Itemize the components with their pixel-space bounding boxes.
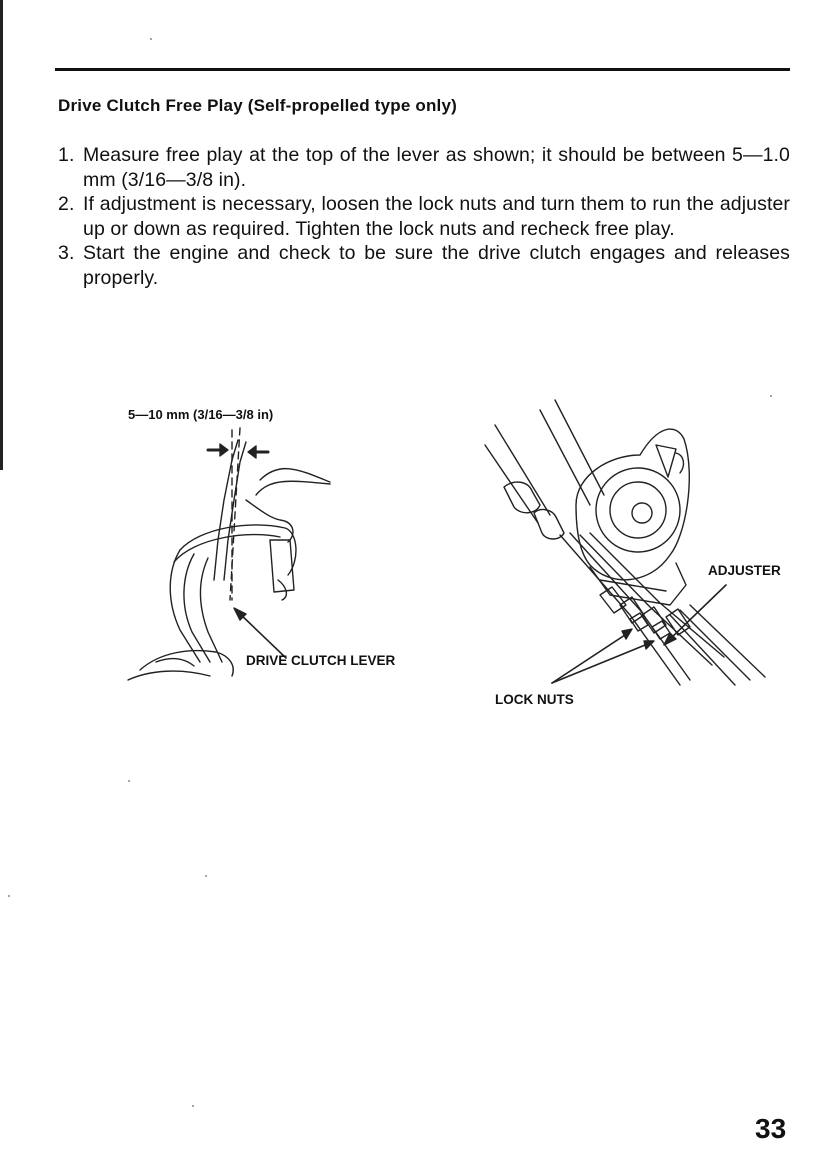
- scan-speck: [8, 895, 10, 897]
- step-number: 2.: [58, 193, 75, 215]
- step-text: Start the engine and check to be sure the drive clutch engages and releases properly.: [83, 242, 790, 289]
- clutch-lever-figure: [120, 400, 430, 690]
- procedure-steps: [58, 143, 790, 290]
- step-number: 3.: [58, 242, 75, 264]
- adjuster-callout: ADJUSTER: [708, 563, 781, 578]
- page-number: 33: [755, 1113, 787, 1144]
- step-item: [58, 241, 790, 290]
- scan-speck: [192, 1105, 194, 1107]
- adjuster-figure: [480, 395, 800, 715]
- section-heading: Drive Clutch Free Play (Self-propelled type only): [58, 96, 457, 115]
- scan-speck: [770, 395, 772, 397]
- lock-nuts-callout: LOCK NUTS: [495, 692, 574, 707]
- free-play-measurement-label: 5—10 mm (3/16—3/8 in): [128, 407, 274, 422]
- step-item: [58, 143, 790, 192]
- clutch-lever-illustration: [120, 400, 430, 690]
- adjuster-illustration: [480, 395, 800, 715]
- step-item: [58, 192, 790, 241]
- page-edge-line: [0, 0, 3, 470]
- header-rule: [55, 68, 790, 71]
- scan-speck: [128, 780, 130, 782]
- scan-speck: [150, 38, 152, 40]
- step-number: 1.: [58, 144, 75, 166]
- step-text: If adjustment is necessary, loosen the lock nuts and turn them to run the adjuster up or down as required. Tighten the lock nuts and recheck free play.: [83, 193, 790, 240]
- drive-clutch-lever-callout: DRIVE CLUTCH LEVER: [246, 653, 396, 668]
- step-text: Measure free play at the top of the lever as shown; it should be between 5—1.0 mm (3/16—3/8 in).: [83, 144, 790, 191]
- scan-speck: [205, 875, 207, 877]
